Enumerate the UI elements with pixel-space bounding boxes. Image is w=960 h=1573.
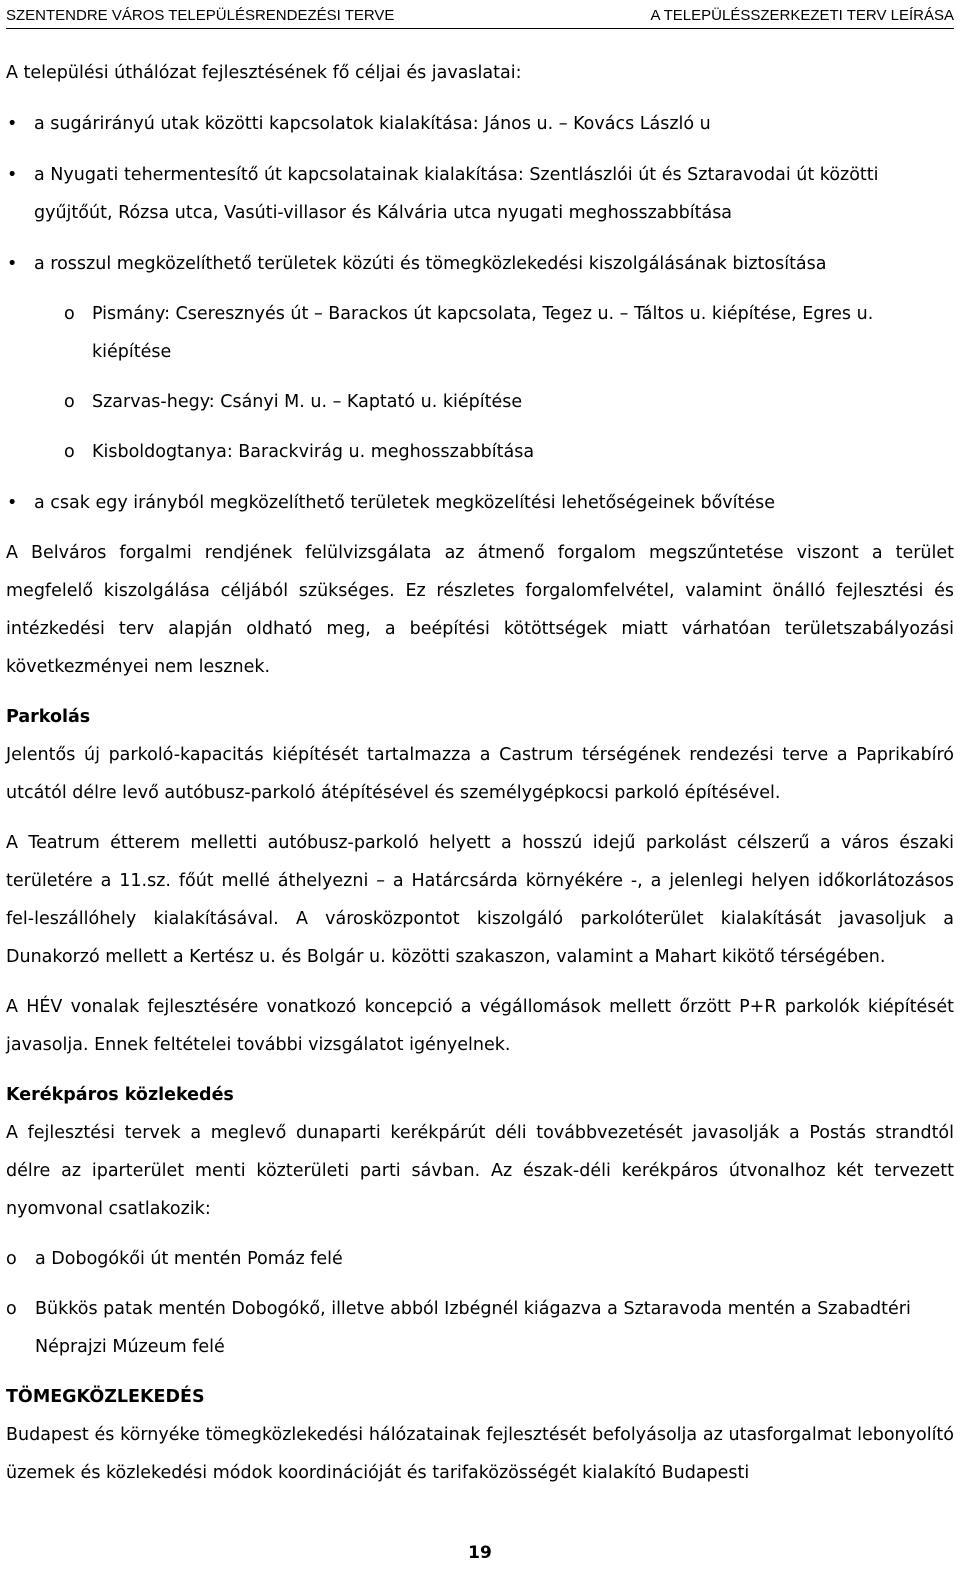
header-right-title: A TELEPÜLÉSSZERKEZETI TERV LEÍRÁSA <box>650 6 954 24</box>
parkolas-paragraph-1: Jelentős új parkoló-kapacitás kiépítését tartalmazza a Castrum térségének rendezési terve a Paprikabíró utcától délre levő autóbusz-parkoló átépítésével és személygépkocsi parkoló építésével. <box>6 745 954 803</box>
sub-list-item: o Szarvas-hegy: Csányi M. u. – Kaptató u. kiépítése <box>64 383 954 421</box>
sub-list-item: o Kisboldogtanya: Barackvirág u. meghosszabbítása <box>64 433 954 471</box>
list-item: o a Dobogókői út mentén Pomáz felé <box>6 1240 954 1278</box>
page-number: 19 <box>468 1543 492 1563</box>
list-item <box>6 245 954 471</box>
kerekpar-paragraph: A fejlesztési tervek a meglevő dunaparti kerékpárút déli továbbvezetését javasolják a Postás strandtól délre az iparterület menti közterületi parti sávban. Az észak-déli kerékpáros útvonalhoz két tervezett nyomvonal csatlakozik: <box>6 1123 954 1219</box>
sub-list-item: o Pismány: Cseresznyés út – Barackos út kapcsolata, Tegez u. – Táltos u. kiépítése, Egres u. kiépítése <box>64 295 954 371</box>
belvaros-paragraph: A Belváros forgalmi rendjének felülvizsgálata az átmenő forgalom megszűntetése viszont a terület megfelelő kiszolgálása céljából szükséges. Ez részletes forgalomfelvétel, valamint önálló fejlesztési és intézkedési terv alapján oldható meg, a beépítési kötöttségek miatt várhatóan területszabályozási következményei nem lesznek. <box>6 543 954 677</box>
kerekpar-route-list <box>6 1240 954 1366</box>
parkolas-paragraph-3: A HÉV vonalak fejlesztésére vonatkozó koncepció a végállomások mellett őrzött P+R parkolók kiépítését javasolja. Ennek feltételei további vizsgálatot igényelnek. <box>6 997 954 1055</box>
heading-kerekpar: Kerékpáros közlekedés <box>6 1085 234 1105</box>
tomegkozlekedes-paragraph: Budapest és környéke tömegközlekedési hálózatainak fejlesztését befolyásolja az utasforgalmat lebonyolító üzemek és közlekedési módok koordinációját és tarifaközösségét kialakító Budapesti <box>6 1425 954 1483</box>
parkolas-paragraph-2: A Teatrum étterem melletti autóbusz-parkoló helyett a hosszú idejű parkolást célszerű a város északi területére a 11.sz. főút mellé áthelyezni – a Határcsárda környékére -, a jelenlegi helyen időkorlátozásos fel-leszállóhely kialakításával. A városközpontot kiszolgáló parkolóterület kialakítását javasoljuk a Dunakorzó mellett a Kertész u. és Bolgár u. közötti szakaszon, valamint a Mahart kikötő térségében. <box>6 833 954 967</box>
heading-parkolas: Parkolás <box>6 707 91 727</box>
road-goals-list <box>6 105 954 522</box>
document-body <box>6 54 954 1492</box>
page-header <box>6 2 954 29</box>
list-item: • a Nyugati tehermentesítő út kapcsolatainak kialakítása: Szentlászlói út és Sztaravodai út közötti gyűjtőút, Rózsa utca, Vasúti-villasor és Kálvária utca nyugati meghosszabbítása <box>6 156 954 232</box>
header-left-title: SZENTENDRE VÁROS TELEPÜLÉSRENDEZÉSI TERVE <box>6 6 395 24</box>
intro-paragraph: A települési úthálózat fejlesztésének fő céljai és javaslatai: <box>6 63 522 83</box>
heading-tomegkozlekedes: TÖMEGKÖZLEKEDÉS <box>6 1387 205 1407</box>
list-item: • a sugárirányú utak közötti kapcsolatok kialakítása: János u. – Kovács László u <box>6 105 954 143</box>
sub-list <box>34 295 954 471</box>
list-item: • a csak egy irányból megközelíthető területek megközelítési lehetőségeinek bővítése <box>6 484 954 522</box>
list-item-text: a rosszul megközelíthető területek közúti és tömegközlekedési kiszolgálásának biztosítása <box>34 254 827 274</box>
list-item: o Bükkös patak mentén Dobogókő, illetve abból Izbégnél kiágazva a Sztaravoda mentén a Szabadtéri Néprajzi Múzeum felé <box>6 1290 954 1366</box>
